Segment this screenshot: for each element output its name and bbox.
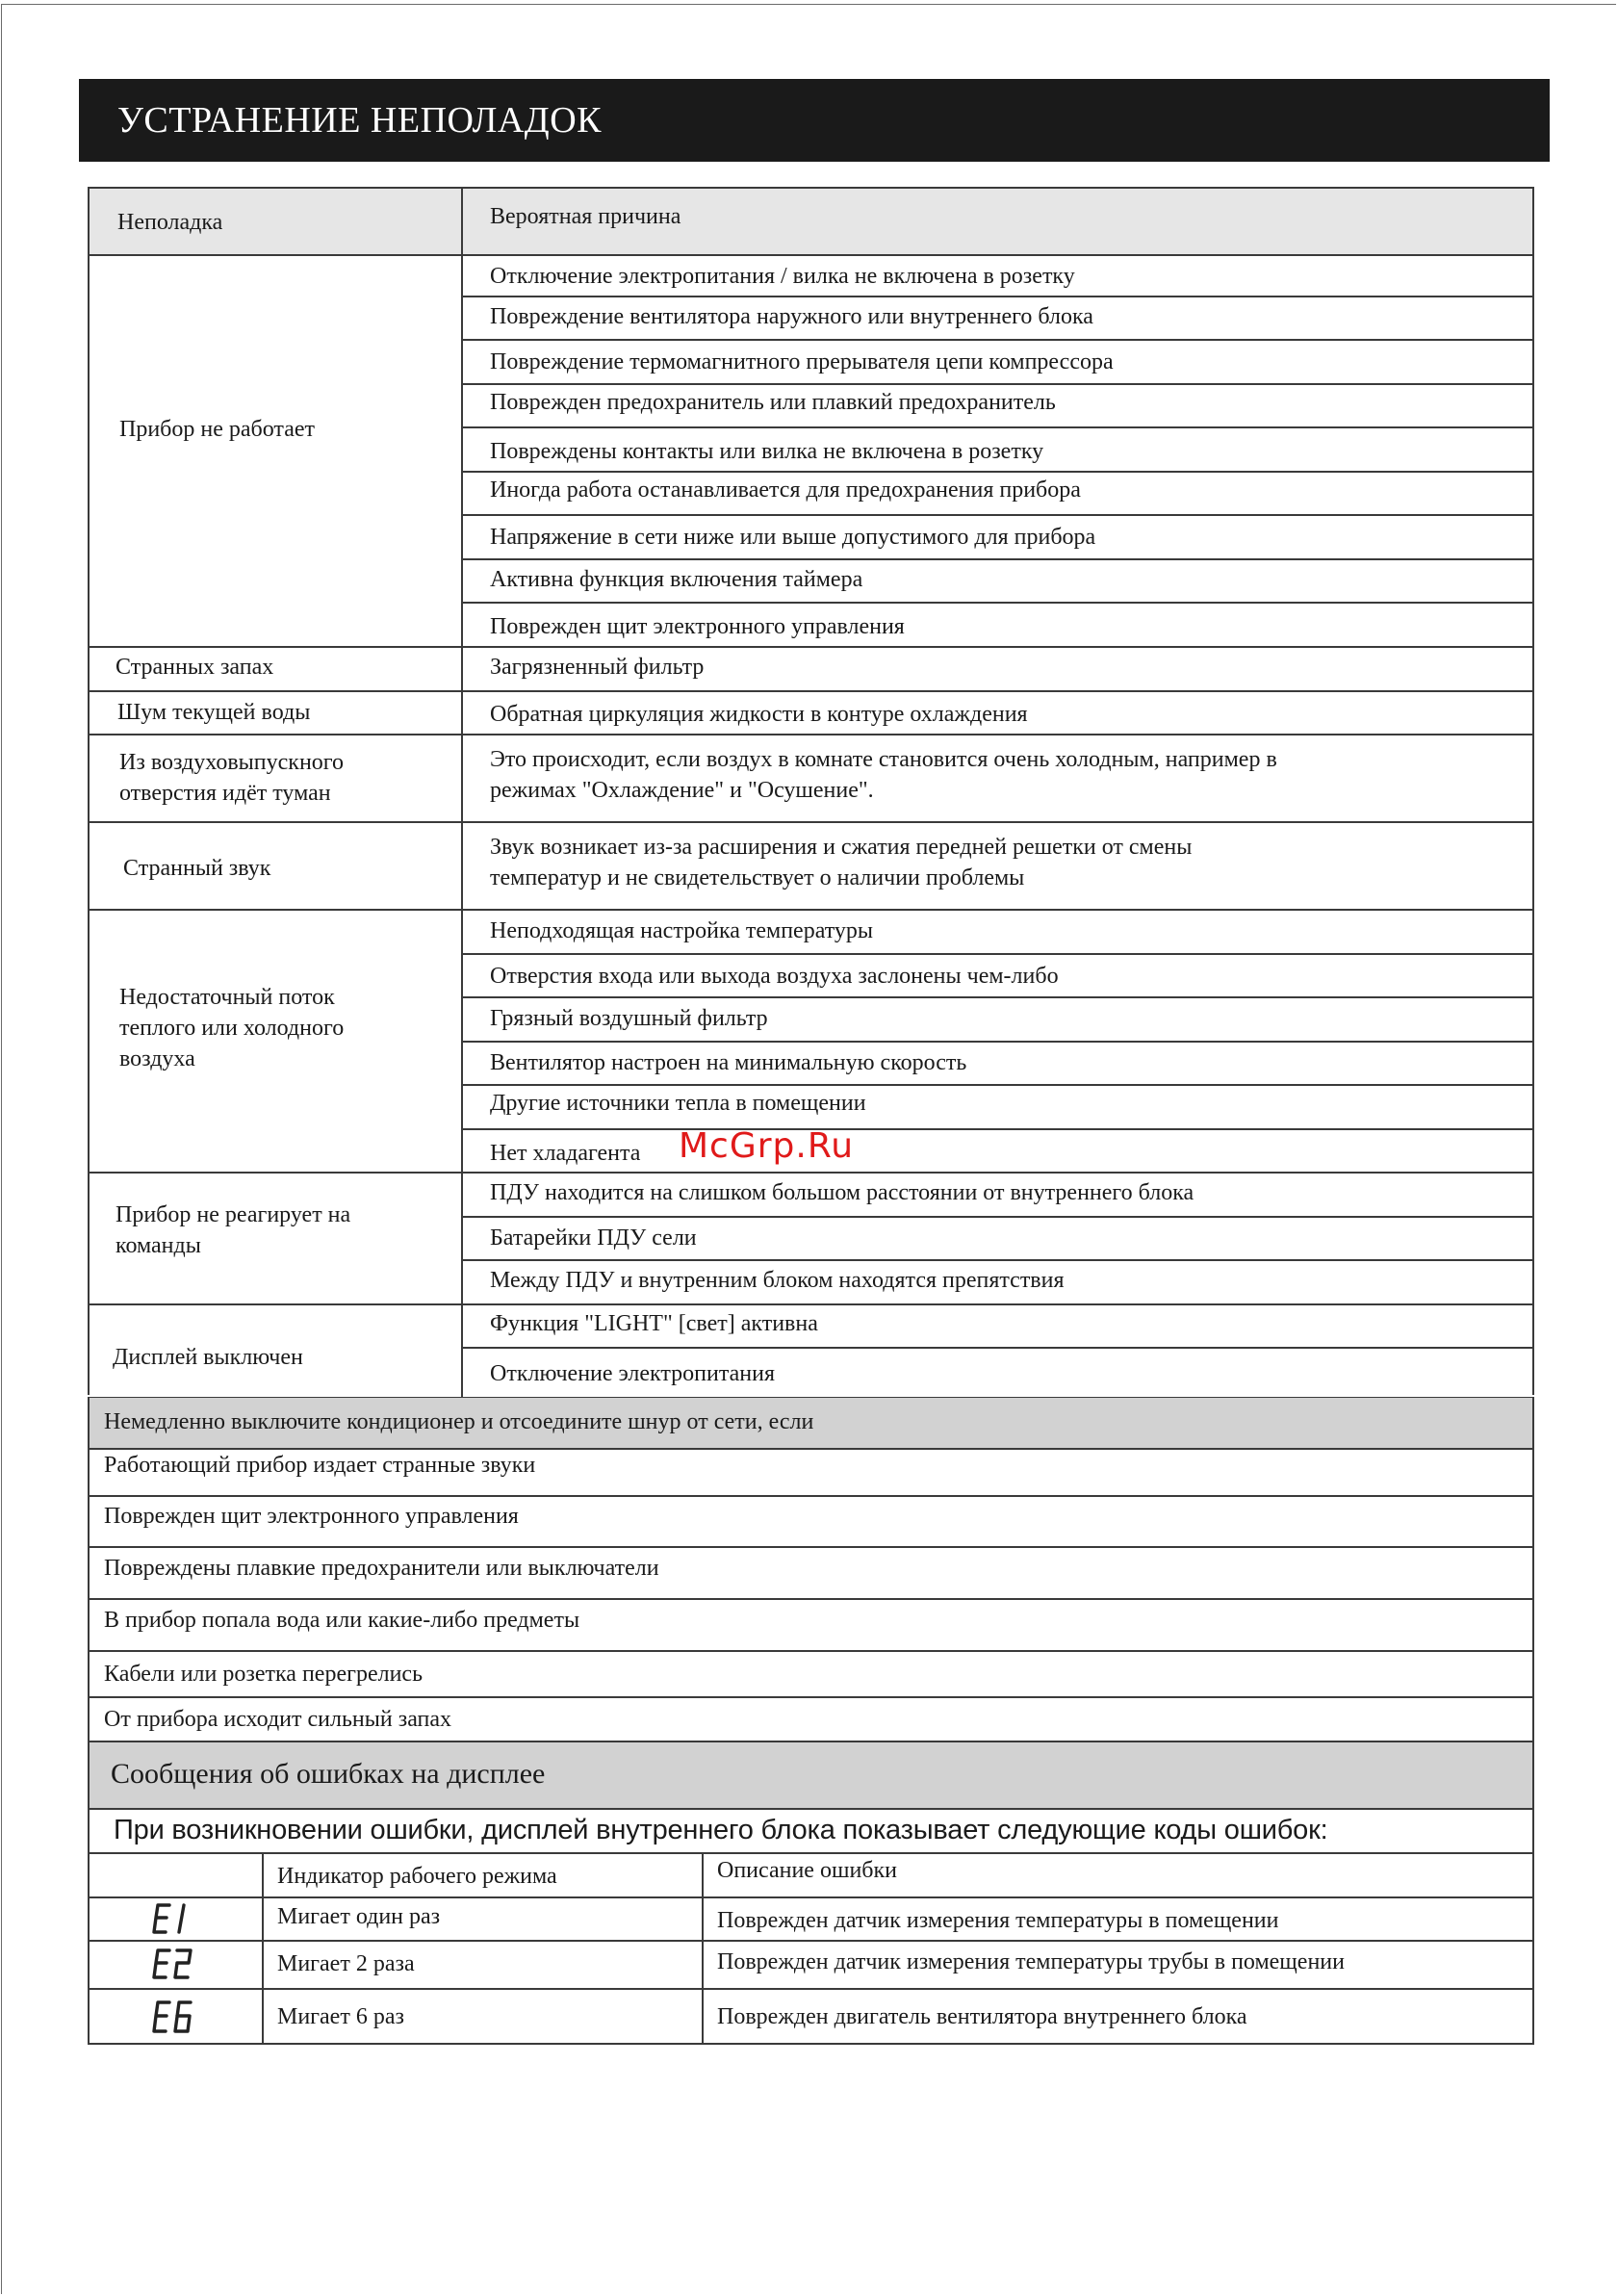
page-title (79, 79, 1550, 162)
problem-5: Странный звук (123, 856, 271, 881)
problem-4-line-2: отверстия идёт туман (119, 781, 331, 806)
problem-4-line-1: Из воздуховыпускного (119, 750, 345, 775)
cause-1-4: Поврежден предохранитель или плавкий предохранитель (490, 390, 1056, 415)
description-e6: Поврежден двигатель вентилятора внутреннего блока (717, 2004, 1247, 2029)
immediate-heading: Немедленно выключите кондиционер и отсоедините шнур от сети, если (104, 1409, 814, 1434)
errors-intro: При возникновении ошибки, дисплей внутреннего блока показывает следующие коды ошибок: (114, 1815, 1328, 1845)
watermark: McGrp.Ru (679, 1126, 855, 1166)
indicator-e6: Мигает 6 раз (277, 2004, 404, 2029)
immediate-item-1: Работающий прибор издает странные звуки (104, 1453, 536, 1478)
cause-6-6: Нет хладагента (490, 1141, 641, 1166)
cause-1-7: Напряжение в сети ниже или выше допустимого для прибора (490, 525, 1096, 550)
cause-5-line-2: температур и не свидетельствует о наличии проблемы (490, 865, 1025, 890)
problem-8: Дисплей выключен (113, 1345, 303, 1370)
cause-6-2: Отверстия входа или выхода воздуха заслонены чем-либо (490, 964, 1059, 989)
cause-6-4: Вентилятор настроен на минимальную скорость (490, 1050, 967, 1075)
problem-7-line-2: команды (116, 1233, 201, 1258)
cause-1-1: Отключение электропитания / вилка не включена в розетку (490, 264, 1075, 289)
cause-8-1: Функция "LIGHT" [свет] активна (490, 1311, 818, 1336)
page-title-text: УСТРАНЕНИЕ НЕПОЛАДОК (117, 100, 602, 141)
col-indicator: Индикатор рабочего режима (277, 1864, 557, 1889)
header-problem: Неполадка (117, 210, 223, 235)
cause-1-5: Повреждены контакты или вилка не включена в розетку (490, 439, 1044, 464)
cause-6-5: Другие источники тепла в помещении (490, 1091, 866, 1116)
cause-4-line-2: режимах "Охлаждение" и "Осушение". (490, 778, 874, 803)
error-code-e2-icon (152, 1948, 194, 1980)
problem-1: Прибор не работает (119, 417, 316, 442)
immediate-item-5: Кабели или розетка перегрелись (104, 1662, 424, 1687)
cause-6-3: Грязный воздушный фильтр (490, 1006, 768, 1031)
description-e2: Поврежден датчик измерения температуры трубы в помещении (717, 1949, 1345, 1974)
immediate-item-6: От прибора исходит сильный запах (104, 1707, 452, 1732)
cause-7-2: Батарейки ПДУ сели (490, 1225, 697, 1251)
cause-6-1: Неподходящая настройка температуры (490, 918, 874, 943)
problem-7-line-1: Прибор не реагирует на (116, 1202, 351, 1227)
immediate-item-4: В прибор попала вода или какие-либо предметы (104, 1608, 580, 1633)
problem-6-line-1: Недостаточный поток (119, 985, 335, 1010)
problem-2: Странных запах (116, 655, 274, 680)
problem-3: Шум текущей воды (117, 700, 311, 725)
cause-1-2: Повреждение вентилятора наружного или внутреннего блока (490, 304, 1093, 329)
problem-6-line-2: теплого или холодного (119, 1016, 345, 1041)
cause-4-line-1: Это происходит, если воздух в комнате становится очень холодным, например в (490, 747, 1277, 772)
cause-2-1: Загрязненный фильтр (490, 655, 705, 680)
indicator-e1: Мигает один раз (277, 1904, 441, 1929)
indicator-e2: Мигает 2 раза (277, 1951, 415, 1976)
cause-1-6: Иногда работа останавливается для предохранения прибора (490, 477, 1081, 503)
problem-6-line-3: воздуха (119, 1046, 195, 1071)
cause-7-1: ПДУ находится на слишком большом расстоянии от внутреннего блока (490, 1180, 1194, 1205)
cause-8-2: Отключение электропитания (490, 1361, 776, 1386)
description-e1: Поврежден датчик измерения температуры в помещении (717, 1908, 1279, 1933)
header-cause: Вероятная причина (490, 204, 681, 229)
cause-1-9: Поврежден щит электронного управления (490, 614, 905, 639)
error-code-e6-icon (152, 1999, 194, 2034)
immediate-item-3: Повреждены плавкие предохранители или выключатели (104, 1556, 659, 1581)
immediate-item-2: Поврежден щит электронного управления (104, 1504, 519, 1529)
cause-7-3: Между ПДУ и внутренним блоком находятся препятствия (490, 1268, 1065, 1293)
error-code-e1-icon (152, 1902, 193, 1935)
col-description: Описание ошибки (717, 1858, 897, 1883)
errors-heading: Сообщения об ошибках на дисплее (111, 1758, 546, 1790)
cause-1-8: Активна функция включения таймера (490, 567, 863, 592)
cause-1-3: Повреждение термомагнитного прерывателя цепи компрессора (490, 349, 1114, 374)
cause-3-1: Обратная циркуляция жидкости в контуре охлаждения (490, 702, 1028, 727)
table-header (89, 188, 1533, 254)
cause-5-line-1: Звук возникает из-за расширения и сжатия передней решетки от смены (490, 835, 1193, 860)
